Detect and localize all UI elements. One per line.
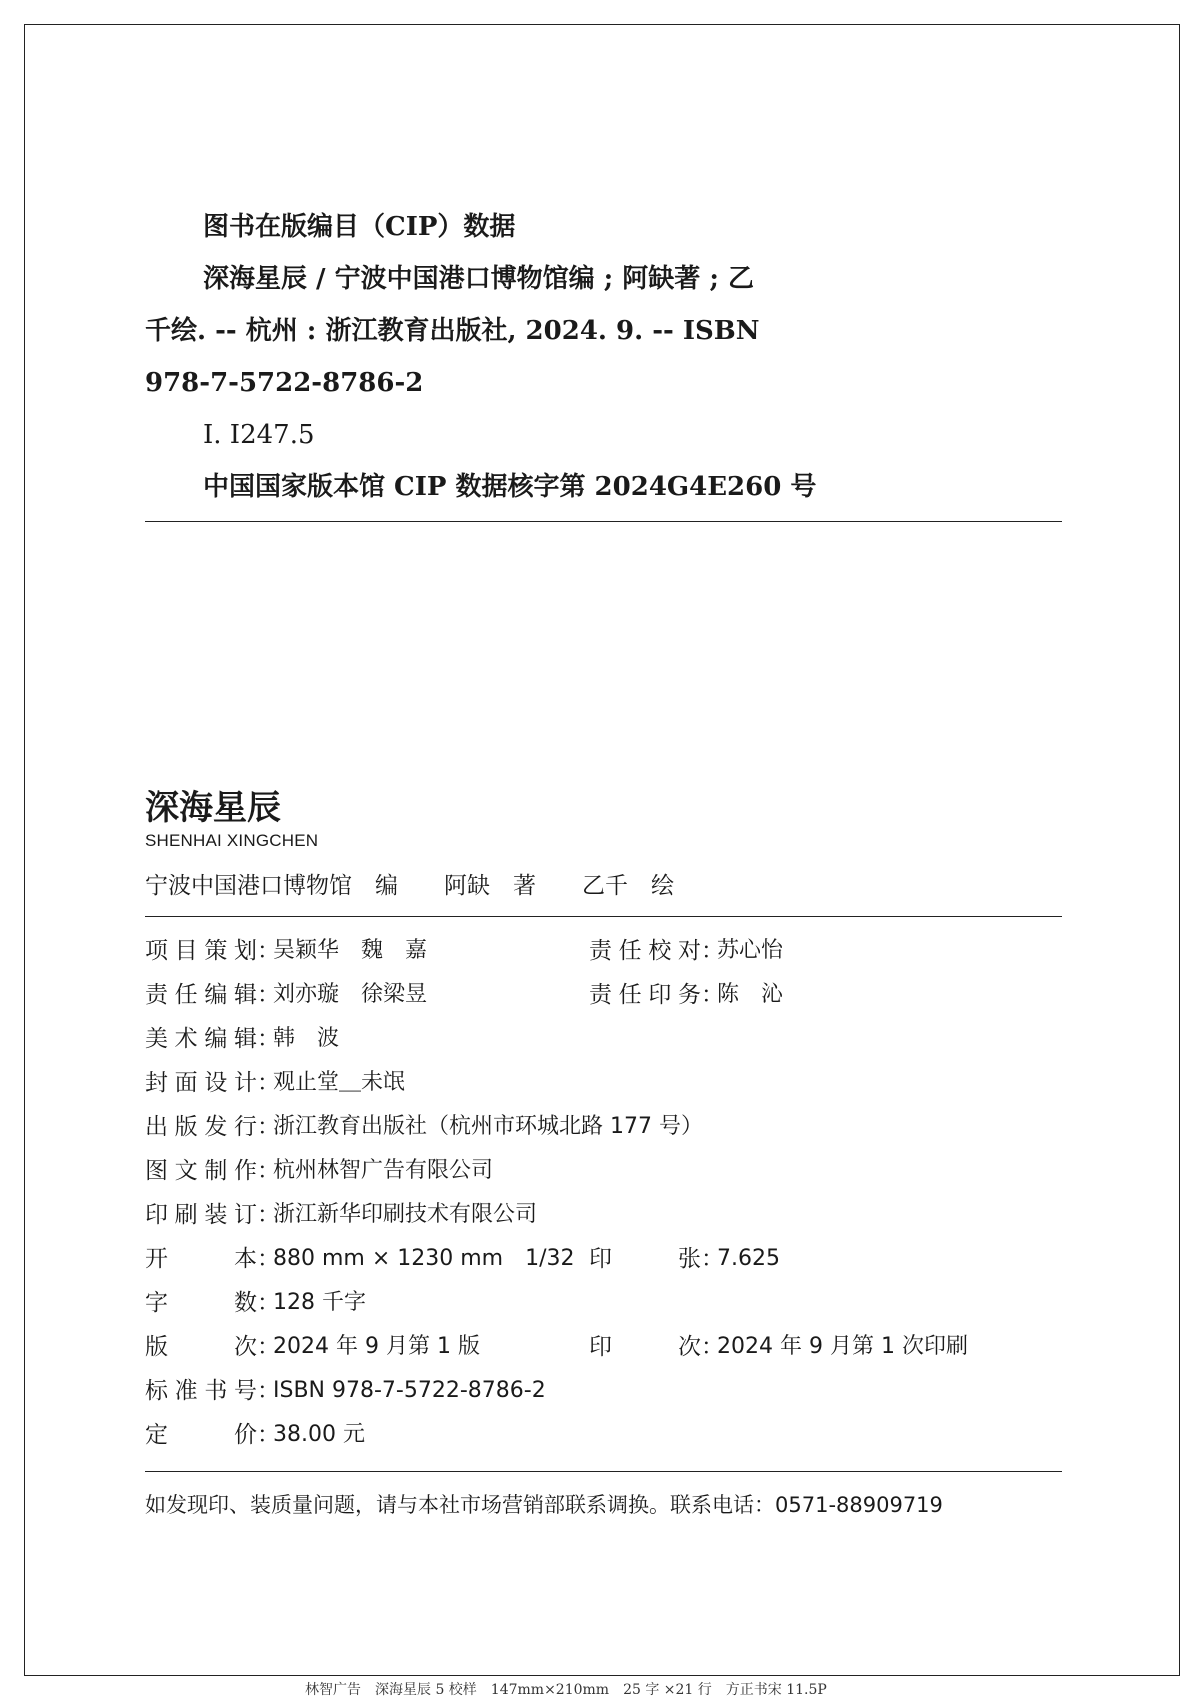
credit-colon: ：	[257, 1158, 280, 1184]
credit-label: 美术编辑	[145, 1026, 257, 1052]
credit-colon: ：	[257, 938, 280, 964]
proof-footer: 林智广告 深海星辰 5 校样 147mm×210mm 25 字 ×21 行 方正书宋 11.5P	[305, 1682, 827, 1698]
credit-value: 刘亦璇 徐梁昱	[273, 982, 428, 1007]
credit-label: 字数	[145, 1290, 257, 1316]
cip-line-2: 千绘. -- 杭州 : 浙江教育出版社, 2024. 9. -- ISBN	[145, 316, 760, 346]
credit-value: 浙江新华印刷技术有限公司	[273, 1202, 538, 1227]
credit-colon: ：	[701, 1334, 724, 1360]
credit-colon: ：	[257, 1202, 280, 1228]
credit-value: 7.625	[717, 1246, 780, 1271]
credit-label: 出版发行	[145, 1114, 257, 1140]
credit-label: 版次	[145, 1334, 257, 1360]
credit-label: 责任校对	[589, 938, 701, 964]
credit-colon: ：	[701, 982, 724, 1008]
credit-value: 韩 波	[273, 1026, 340, 1051]
credit-value: 38.00 元	[273, 1422, 365, 1447]
credit-row-impression	[589, 1332, 968, 1362]
credit-label: 图文制作	[145, 1158, 257, 1184]
credit-row-print-manager	[589, 980, 783, 1010]
credit-row-isbn	[145, 1376, 546, 1406]
credit-value: 苏心怡	[717, 938, 784, 963]
credit-row-editor	[145, 980, 427, 1010]
credit-colon: ：	[701, 1246, 724, 1272]
credit-label: 责任印务	[589, 982, 701, 1008]
cip-line-3: 978-7-5722-8786-2	[145, 368, 424, 398]
credit-value: 杭州林智广告有限公司	[273, 1158, 494, 1183]
credit-value: 陈 沁	[717, 982, 784, 1007]
credit-row-cover-design	[145, 1068, 405, 1098]
credit-colon: ：	[257, 1422, 280, 1448]
credit-label: 定价	[145, 1422, 257, 1448]
credit-value: 880 mm × 1230 mm 1/32	[273, 1246, 575, 1271]
credit-value: 观止堂＿未氓	[273, 1070, 406, 1095]
credit-row-print-sheets	[589, 1244, 780, 1274]
credit-label: 开本	[145, 1246, 257, 1272]
cip-heading: 图书在版编目（CIP）数据	[203, 212, 516, 242]
credit-label: 印张	[589, 1246, 701, 1272]
quality-notice: 如发现印、装质量问题，请与本社市场营销部联系调换。联系电话：0571-88909719	[145, 1493, 943, 1517]
cip-approval-number: 中国国家版本馆 CIP 数据核字第 2024G4E260 号	[203, 472, 817, 502]
book-title: 深海星辰	[145, 788, 281, 828]
credit-colon: ：	[257, 1290, 280, 1316]
credit-row-word-count	[145, 1288, 366, 1318]
credit-colon: ：	[701, 938, 724, 964]
book-authors: 宁波中国港口博物馆 编 阿缺 著 乙千 绘	[145, 873, 674, 899]
credit-colon: ：	[257, 982, 280, 1008]
credit-value: 2024 年 9 月第 1 版	[273, 1334, 480, 1359]
credit-label: 封面设计	[145, 1070, 257, 1096]
credit-colon: ：	[257, 1026, 280, 1052]
credit-row-typesetting	[145, 1156, 493, 1186]
credit-value: 浙江教育出版社（杭州市环城北路 177 号）	[273, 1114, 703, 1139]
credit-label: 标准书号	[145, 1378, 257, 1404]
credit-colon: ：	[257, 1070, 280, 1096]
credit-label: 印刷装订	[145, 1202, 257, 1228]
credit-value: 吴颖华 魏 嘉	[273, 938, 428, 963]
credit-colon: ：	[257, 1378, 280, 1404]
credit-colon: ：	[257, 1114, 280, 1140]
cip-classification: Ⅰ. I247.5	[203, 420, 315, 450]
cip-divider	[145, 521, 1062, 522]
credit-row-planning	[145, 936, 427, 966]
credit-row-edition	[145, 1332, 480, 1362]
credit-value: ISBN 978-7-5722-8786-2	[273, 1378, 546, 1403]
credit-row-proofreader	[589, 936, 783, 966]
book-title-pinyin: SHENHAI XINGCHEN	[145, 831, 319, 850]
title-divider	[145, 916, 1062, 917]
cip-line-1: 深海星辰 / 宁波中国港口博物馆编 ; 阿缺著 ; 乙	[203, 264, 755, 294]
credit-label: 责任编辑	[145, 982, 257, 1008]
credit-colon: ：	[257, 1246, 280, 1272]
credit-row-publisher	[145, 1112, 703, 1142]
credit-value: 2024 年 9 月第 1 次印刷	[717, 1334, 968, 1359]
credit-colon: ：	[257, 1334, 280, 1360]
credits-divider	[145, 1471, 1062, 1472]
credit-label: 印次	[589, 1334, 701, 1360]
credit-row-printing	[145, 1200, 537, 1230]
credit-row-format	[145, 1244, 575, 1274]
credit-value: 128 千字	[273, 1290, 366, 1315]
credit-row-price	[145, 1420, 365, 1450]
credit-row-art-editor	[145, 1024, 339, 1054]
credit-label: 项目策划	[145, 938, 257, 964]
